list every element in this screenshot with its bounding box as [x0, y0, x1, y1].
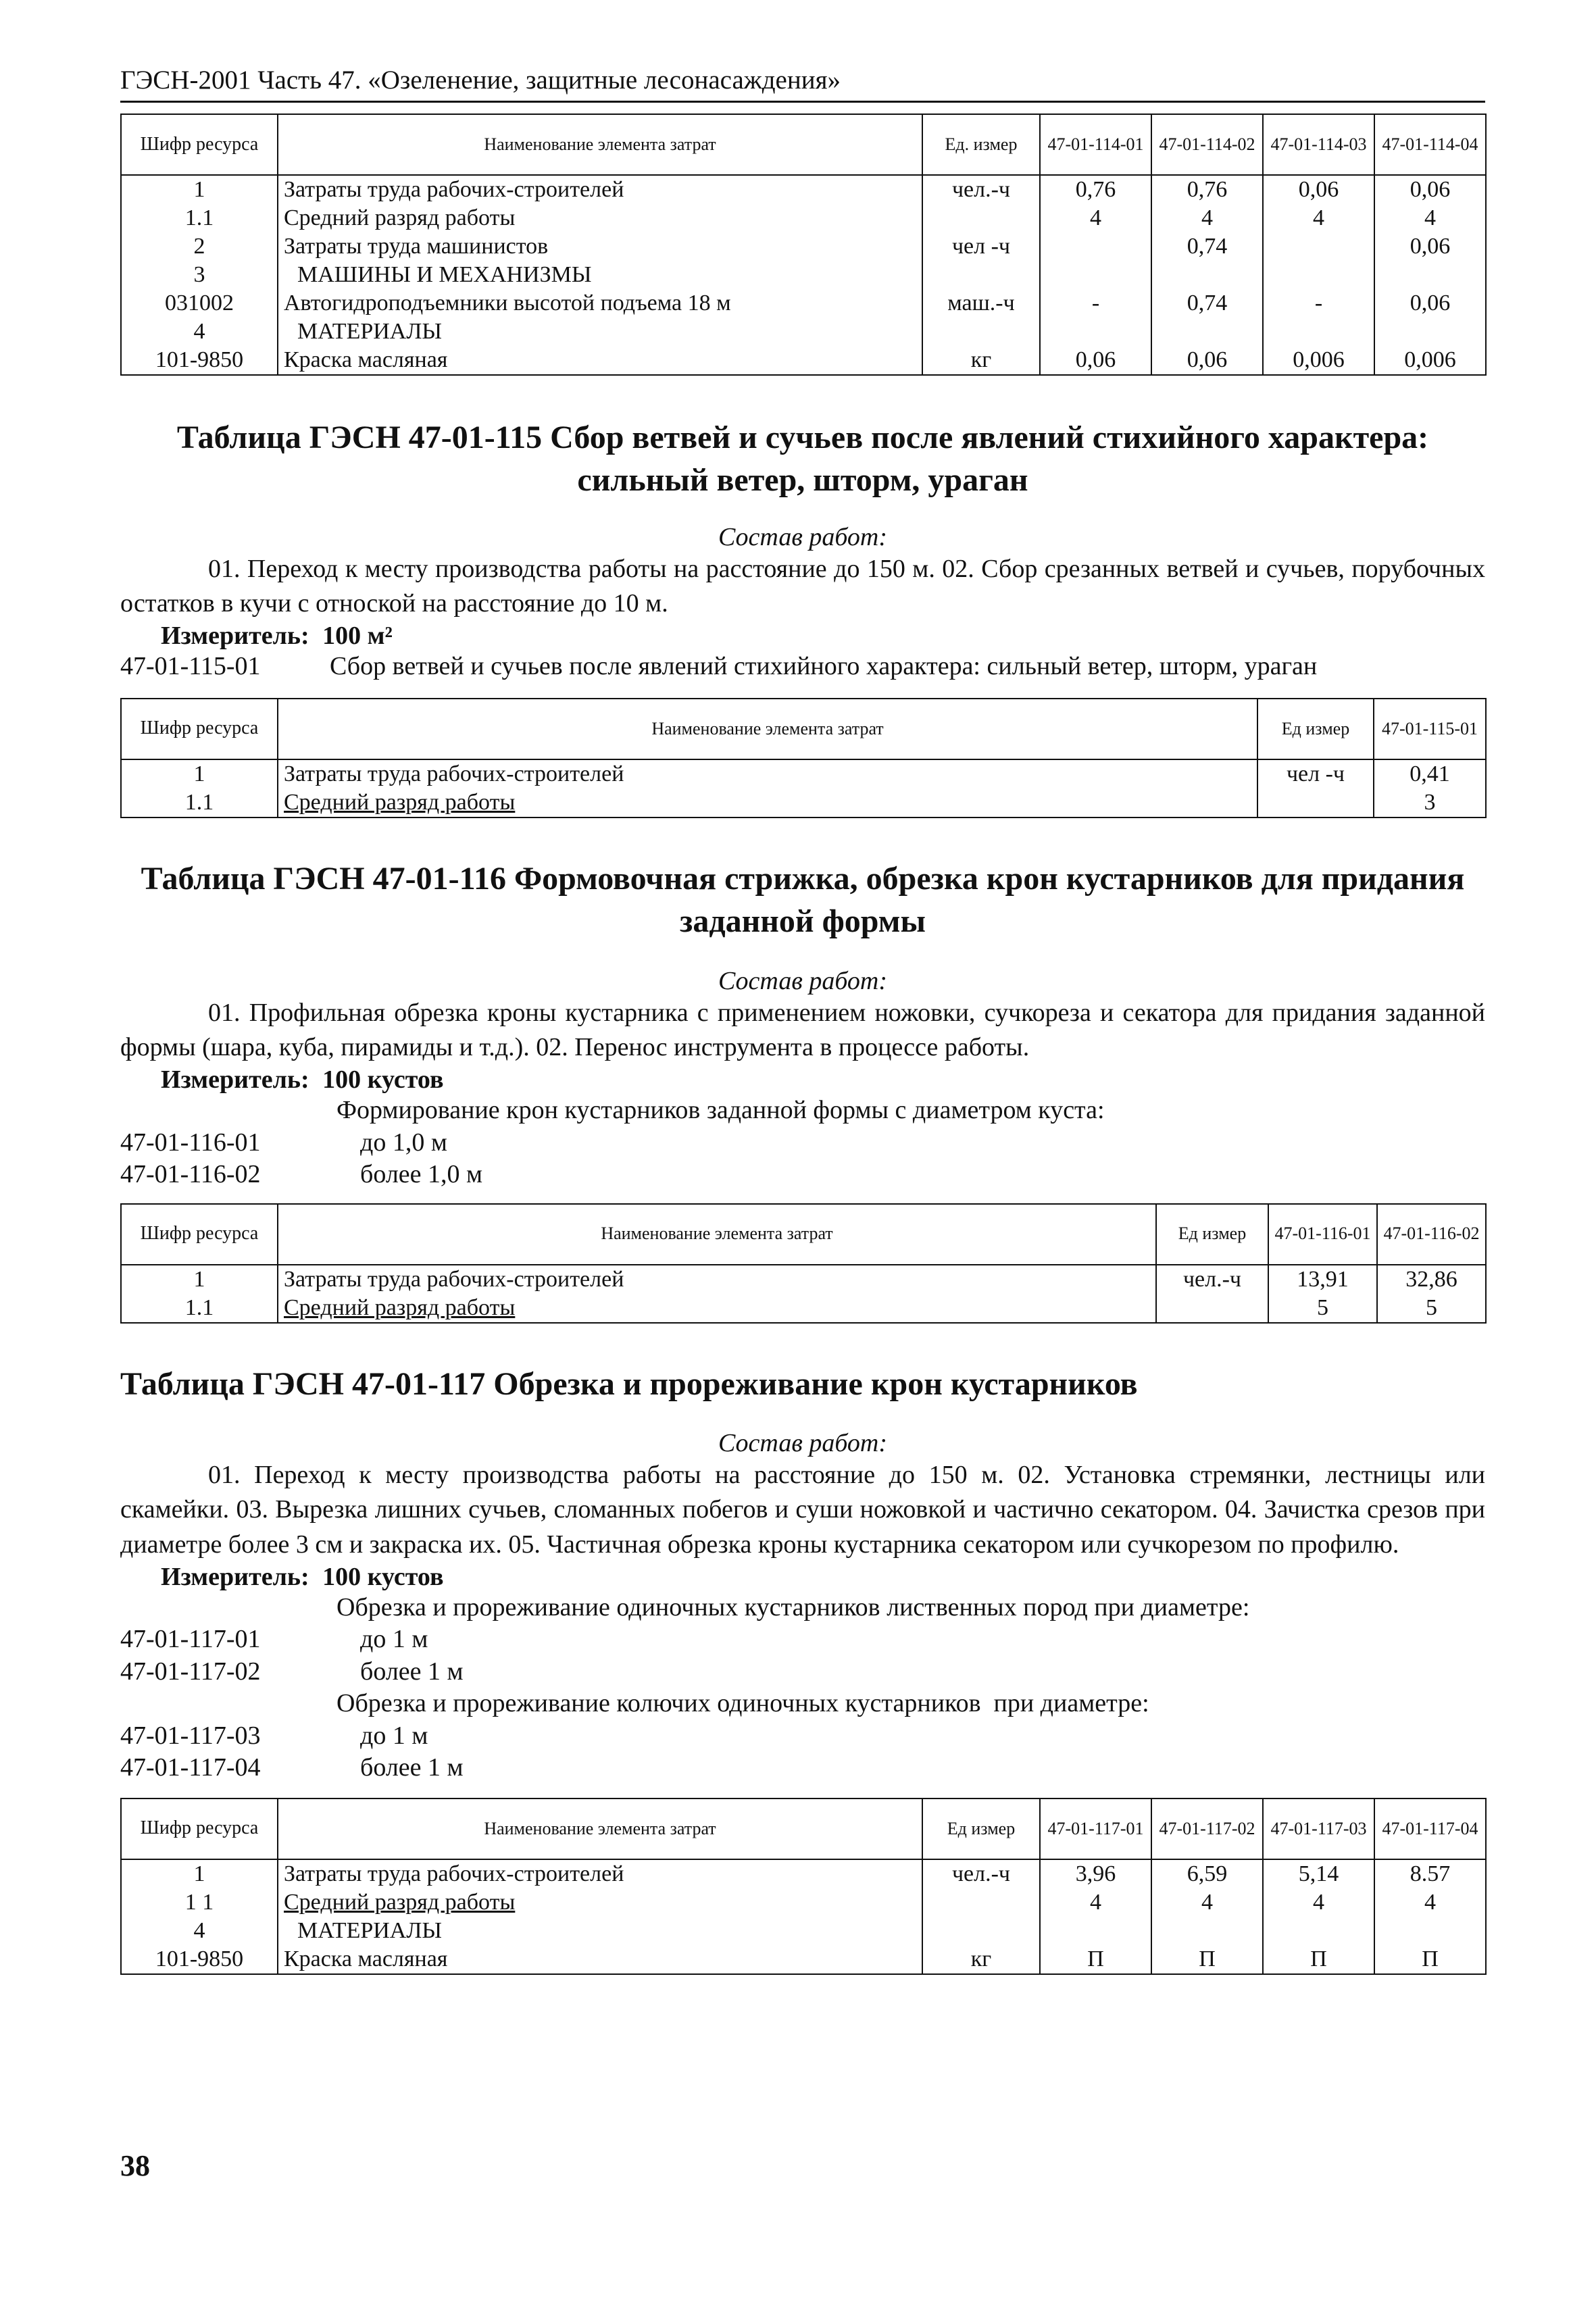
cell-value: 13,91 [1268, 1265, 1377, 1294]
col-header: 47-01-117-01 [1040, 1799, 1151, 1859]
table-section-row [121, 318, 1486, 346]
col-header: 47-01-114-02 [1151, 114, 1263, 175]
document-page [120, 65, 1485, 1975]
table-row [121, 1888, 1486, 1917]
table-title-117: Таблица ГЭСН 47-01-117 Обрезка и прореживание крон кустарников [120, 1365, 1138, 1402]
cell-name: Затраты труда машинистов [278, 232, 922, 261]
col-header: Наименование элемента затрат [278, 699, 1257, 759]
cell-value: - [1263, 289, 1374, 318]
item-code: 47-01-117-03 [120, 1721, 261, 1750]
col-header: Ед. измер [922, 114, 1040, 175]
cell-value: 0,06 [1374, 175, 1486, 204]
table-header-row [121, 699, 1486, 759]
cell-value: 0,06 [1263, 175, 1374, 204]
item-row [120, 1624, 1485, 1656]
table-row [121, 204, 1486, 232]
measure-value: 100 кустов [322, 1065, 444, 1095]
cell-value: 0,06 [1374, 289, 1486, 318]
item-name: до 1,0 м [360, 1128, 447, 1157]
work-composition-text: 01. Переход к месту производства работы на расстояние до 150 м. 02. Установка стремянки, лестницы или скамейки. 03. Вырезка лишних сучьев, сломанных побегов и суши ножовкой и частично секатором. 04. Зачистка срезов при диаметре более 3 см и закраска их. 05. Частичная обрезка кроны кустарника секатором или сучкорезом по профилю. [120, 1460, 1485, 1559]
col-header: Ед измер [922, 1799, 1040, 1859]
item-name: более 1,0 м [360, 1160, 483, 1189]
table-title-115: Таблица ГЭСН 47-01-115 Сбор ветвей и сучьев после явлений стихийного характера: сильный ветер, шторм, ураган [176, 420, 1429, 499]
col-header: Наименование элемента затрат [278, 114, 922, 175]
table-row [121, 1265, 1486, 1294]
cell-value: 0,74 [1151, 289, 1263, 318]
cell-unit [922, 204, 1040, 232]
cell-value: 32,86 [1377, 1265, 1486, 1294]
col-header: Шифр ресурса [121, 1204, 278, 1265]
item-name: более 1 м [360, 1753, 464, 1782]
table-section-row [121, 261, 1486, 289]
work-composition-heading: Состав работ: [718, 966, 888, 995]
cell-name: Краска масляная [278, 1945, 922, 1974]
table-header-row [121, 1799, 1486, 1859]
cell-value: 6,59 [1151, 1859, 1263, 1888]
cell-code: 2 [121, 232, 278, 261]
cell-value: 4 [1263, 204, 1374, 232]
item-row [120, 1159, 1485, 1191]
cell-code: 101-9850 [121, 346, 278, 375]
cell-code: 1 1 [121, 1888, 278, 1917]
cell-value: 4 [1263, 1888, 1374, 1917]
section-heading: МАТЕРИАЛЫ [278, 1917, 922, 1945]
cell-value: 3 [1374, 788, 1486, 818]
table-row [121, 175, 1486, 204]
cell-code: 031002 [121, 289, 278, 318]
col-header: 47-01-114-01 [1040, 114, 1151, 175]
item-code: 47-01-117-02 [120, 1657, 261, 1686]
table-row [121, 1945, 1486, 1974]
item-code: 47-01-116-02 [120, 1160, 261, 1189]
cell-name: Затраты труда рабочих-строителей [278, 759, 1257, 788]
table-header-row [121, 114, 1486, 175]
item-row [120, 1127, 1485, 1159]
cell-value: П [1040, 1945, 1151, 1974]
cell-value: 0,76 [1040, 175, 1151, 204]
item-name: более 1 м [360, 1657, 464, 1686]
section-heading: МАТЕРИАЛЫ [278, 318, 922, 346]
cell-unit: чел.-ч [922, 175, 1040, 204]
cell-code: 1 [121, 1265, 278, 1294]
cell-value: 8.57 [1374, 1859, 1486, 1888]
item-name: до 1 м [360, 1625, 428, 1654]
table-section-row [121, 1917, 1486, 1945]
section-heading: МАШИНЫ И МЕХАНИЗМЫ [278, 261, 922, 289]
col-header: Шифр ресурса [121, 699, 278, 759]
cell-code: 1.1 [121, 788, 278, 818]
group-heading: Обрезка и прореживание колючих одиночных кустарников при диаметре: [336, 1689, 1149, 1718]
cell-value: 4 [1040, 1888, 1151, 1917]
cell-unit [922, 1888, 1040, 1917]
cell-unit: кг [922, 1945, 1040, 1974]
cell-value: 0,06 [1374, 232, 1486, 261]
col-header: 47-01-114-04 [1374, 114, 1486, 175]
cell-value: 5,14 [1263, 1859, 1374, 1888]
cell-unit [1156, 1294, 1268, 1323]
item-code: 47-01-115-01 [120, 652, 261, 681]
item-row [120, 1656, 1485, 1688]
work-composition-heading: Состав работ: [718, 1428, 888, 1457]
cell-value: 4 [1151, 1888, 1263, 1917]
cell-unit: кг [922, 346, 1040, 375]
measure-line: Измеритель: 100 м² [161, 622, 393, 651]
cell-unit: чел -ч [1257, 759, 1374, 788]
cell-code: 1 [121, 175, 278, 204]
page-number: 38 [120, 2149, 150, 2182]
cell-name: Средний разряд работы [278, 788, 1257, 818]
cell-code: 1 [121, 1859, 278, 1888]
item-code: 47-01-117-01 [120, 1625, 261, 1654]
cell-value: П [1263, 1945, 1374, 1974]
measure-value: 100 кустов [322, 1562, 444, 1591]
item-name: до 1 м [360, 1721, 428, 1750]
item-code: 47-01-116-01 [120, 1128, 261, 1157]
cell-unit: маш.-ч [922, 289, 1040, 318]
col-header: 47-01-117-02 [1151, 1799, 1263, 1859]
cell-name: Средний разряд работы [278, 204, 922, 232]
cell-unit: чел.-ч [922, 1859, 1040, 1888]
cell-value: 4 [1374, 204, 1486, 232]
cell-value: - [1040, 289, 1151, 318]
work-composition-text: 01. Профильная обрезка кроны кустарника с применением ножовки, сучкореза и секатора для придания заданной формы (шара, куба, пирамиды и т.д.). 02. Перенос инструмента в процессе работы. [120, 998, 1485, 1061]
table-header-row [121, 1204, 1486, 1265]
col-header: 47-01-114-03 [1263, 114, 1374, 175]
item-row [120, 1752, 1485, 1784]
cell-value: 5 [1377, 1294, 1486, 1323]
table-116 [120, 1203, 1487, 1324]
col-header: 47-01-116-01 [1268, 1204, 1377, 1265]
cell-value: 0,006 [1263, 346, 1374, 375]
cell-unit [1257, 788, 1374, 818]
cell-value: 5 [1268, 1294, 1377, 1323]
cell-name: Автогидроподъемники высотой подъема 18 м [278, 289, 922, 318]
cell-value: 3,96 [1040, 1859, 1151, 1888]
table-row [121, 759, 1486, 788]
cell-unit: чел -ч [922, 232, 1040, 261]
cell-value: 4 [1151, 204, 1263, 232]
item-row [120, 651, 1485, 683]
cell-name: Краска масляная [278, 346, 922, 375]
table-title-116: Таблица ГЭСН 47-01-116 Формовочная стрижка, обрезка крон кустарников для придания заданной формы [141, 860, 1465, 940]
col-header: Наименование элемента затрат [278, 1799, 922, 1859]
running-header: ГЭСН-2001 Часть 47. «Озеленение, защитные лесонасаждения» [120, 65, 1485, 103]
work-composition-text: 01. Переход к месту производства работы на расстояние до 150 м. 02. Сбор срезанных ветвей и сучьев, порубочных остатков в кучи с отноской на расстояние до 10 м. [120, 554, 1485, 618]
cell-value: 0,06 [1151, 346, 1263, 375]
cell-code: 4 [121, 318, 278, 346]
col-header: Шифр ресурса [121, 1799, 278, 1859]
col-header: Шифр ресурса [121, 114, 278, 175]
cell-value: 0,74 [1151, 232, 1263, 261]
table-117 [120, 1798, 1487, 1975]
group-heading: Обрезка и прореживание одиночных кустарников лиственных пород при диаметре: [336, 1592, 1250, 1621]
col-header: 47-01-117-04 [1374, 1799, 1486, 1859]
cell-value [1040, 232, 1151, 261]
table-114 [120, 114, 1487, 376]
cell-name: Затраты труда рабочих-строителей [278, 175, 922, 204]
item-name: Сбор ветвей и сучьев после явлений стихийного характера: сильный ветер, шторм, ураган [330, 652, 1318, 681]
cell-value: П [1374, 1945, 1486, 1974]
table-row [121, 289, 1486, 318]
cell-name: Затраты труда рабочих-строителей [278, 1859, 922, 1888]
cell-code: 4 [121, 1917, 278, 1945]
table-115 [120, 698, 1487, 818]
cell-name: Средний разряд работы [278, 1888, 922, 1917]
col-header: Наименование элемента затрат [278, 1204, 1156, 1265]
cell-value: 0,006 [1374, 346, 1486, 375]
measure-line: Измеритель: 100 кустов [161, 1562, 444, 1591]
measure-line: Измеритель: 100 кустов [161, 1065, 444, 1095]
work-composition-heading: Состав работ: [718, 522, 888, 551]
cell-value: 4 [1040, 204, 1151, 232]
cell-value: 4 [1374, 1888, 1486, 1917]
cell-code: 101-9850 [121, 1945, 278, 1974]
cell-code: 1.1 [121, 204, 278, 232]
cell-name: Средний разряд работы [278, 1294, 1156, 1323]
cell-value: 0,76 [1151, 175, 1263, 204]
col-header: Ед измер [1257, 699, 1374, 759]
measure-value: 100 м² [322, 622, 393, 651]
cell-code: 1 [121, 759, 278, 788]
col-header: 47-01-115-01 [1374, 699, 1486, 759]
cell-value: 0,41 [1374, 759, 1486, 788]
table-row [121, 346, 1486, 375]
item-code: 47-01-117-04 [120, 1753, 261, 1782]
cell-value: П [1151, 1945, 1263, 1974]
col-header: Ед измер [1156, 1204, 1268, 1265]
cell-name: Затраты труда рабочих-строителей [278, 1265, 1156, 1294]
table-row [121, 1294, 1486, 1323]
col-header: 47-01-117-03 [1263, 1799, 1374, 1859]
col-header: 47-01-116-02 [1377, 1204, 1486, 1265]
cell-code: 1.1 [121, 1294, 278, 1323]
cell-value [1263, 232, 1374, 261]
group-heading: Формирование крон кустарников заданной формы с диаметром куста: [336, 1096, 1105, 1125]
cell-code: 3 [121, 261, 278, 289]
item-row [120, 1720, 1485, 1753]
cell-value: 0,06 [1040, 346, 1151, 375]
table-row [121, 232, 1486, 261]
table-row [121, 1859, 1486, 1888]
cell-unit: чел.-ч [1156, 1265, 1268, 1294]
table-row [121, 788, 1486, 818]
